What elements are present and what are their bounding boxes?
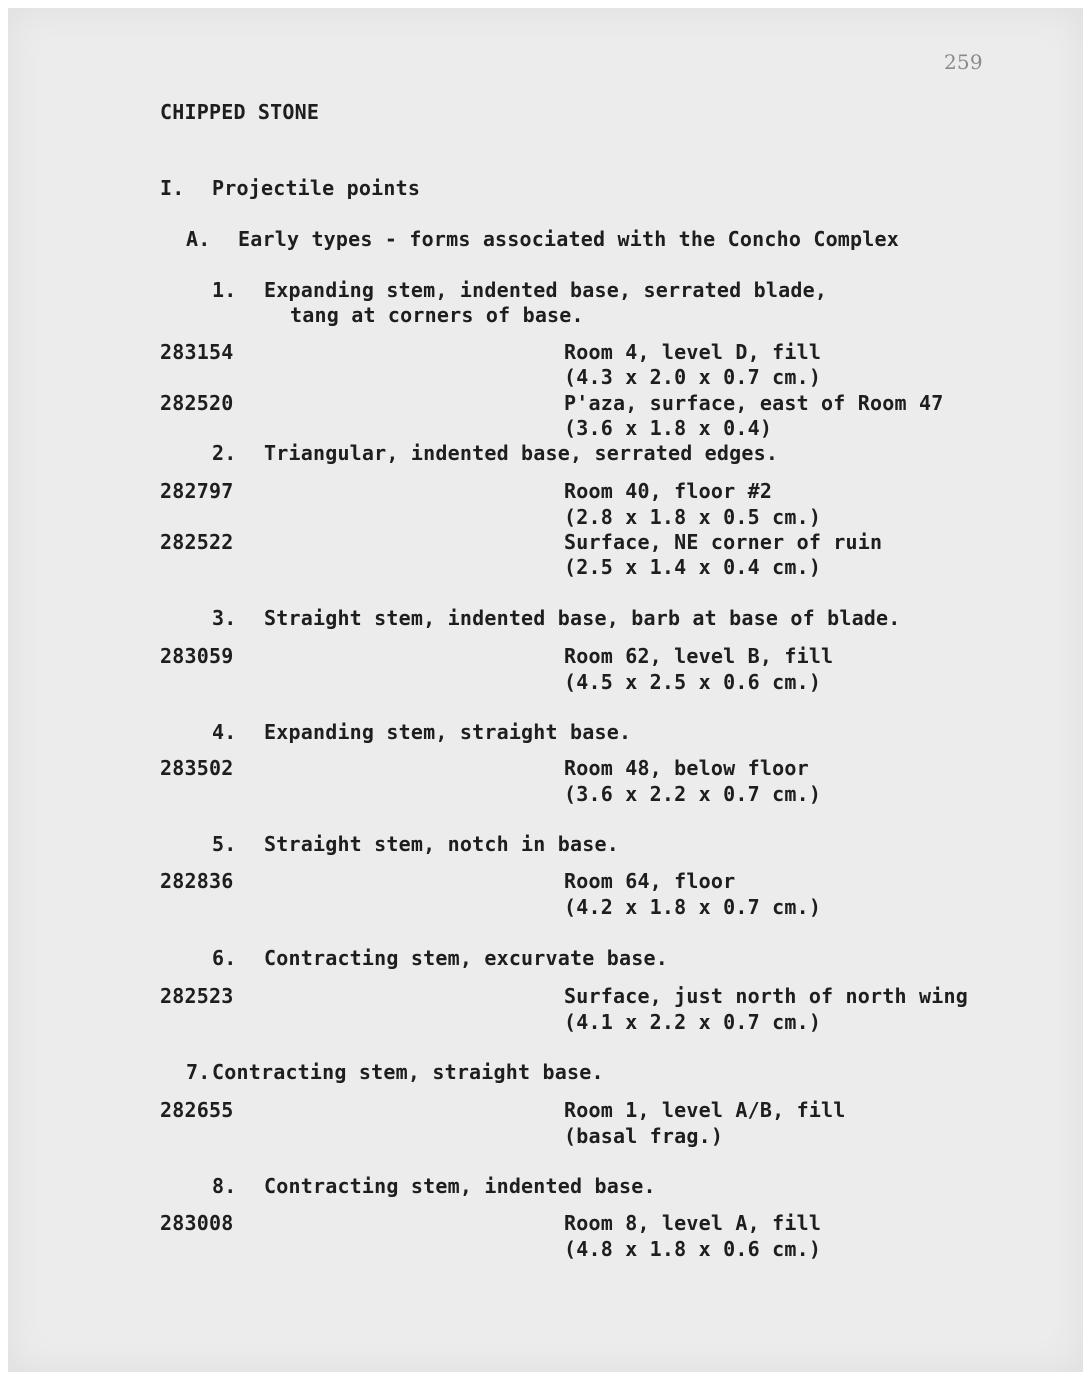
catalog-number: 283008: [160, 1211, 234, 1235]
provenience: Room 4, level D, fill: [564, 340, 822, 364]
type-label: 4.: [212, 720, 237, 744]
type-label: 5.: [212, 832, 237, 856]
provenience: Room 1, level A/B, fill: [564, 1098, 846, 1122]
type-description-continued: tang at corners of base.: [290, 303, 584, 327]
subsection-title: Early types - forms associated with the Concho Complex: [238, 227, 900, 251]
type-label: 3.: [212, 606, 237, 630]
dimensions: (2.8 x 1.8 x 0.5 cm.): [564, 505, 822, 529]
type-label: 8.: [212, 1174, 237, 1198]
catalog-number: 282836: [160, 869, 234, 893]
catalog-number: 282523: [160, 984, 234, 1008]
catalog-number: 283059: [160, 644, 234, 668]
provenience: Surface, just north of north wing: [564, 984, 968, 1008]
provenience: Room 64, floor: [564, 869, 736, 893]
type-label: 7.: [186, 1060, 211, 1084]
dimensions: (basal frag.): [564, 1124, 724, 1148]
section-title: Projectile points: [212, 176, 421, 200]
dimensions: (3.6 x 2.2 x 0.7 cm.): [564, 782, 822, 806]
catalog-number: 282522: [160, 530, 234, 554]
type-description: Expanding stem, straight base.: [264, 720, 632, 744]
dimensions: (3.6 x 1.8 x 0.4): [564, 416, 773, 440]
dimensions: (4.2 x 1.8 x 0.7 cm.): [564, 895, 822, 919]
type-description: Contracting stem, straight base.: [212, 1060, 604, 1084]
dimensions: (2.5 x 1.4 x 0.4 cm.): [564, 555, 822, 579]
provenience: Room 40, floor #2: [564, 479, 773, 503]
dimensions: (4.8 x 1.8 x 0.6 cm.): [564, 1237, 822, 1261]
provenience: Room 62, level B, fill: [564, 644, 834, 668]
section-label: I.: [160, 176, 185, 200]
provenience: Surface, NE corner of ruin: [564, 530, 883, 554]
type-description: Contracting stem, indented base.: [264, 1174, 656, 1198]
type-description: Expanding stem, indented base, serrated blade,: [264, 278, 828, 302]
dimensions: (4.3 x 2.0 x 0.7 cm.): [564, 365, 822, 389]
type-description: Straight stem, indented base, barb at base of blade.: [264, 606, 901, 630]
page-heading: CHIPPED STONE: [160, 100, 320, 124]
catalog-number: 282520: [160, 391, 234, 415]
catalog-number: 283502: [160, 756, 234, 780]
type-description: Straight stem, notch in base.: [264, 832, 619, 856]
provenience: Room 48, below floor: [564, 756, 809, 780]
dimensions: (4.1 x 2.2 x 0.7 cm.): [564, 1010, 822, 1034]
type-label: 6.: [212, 946, 237, 970]
provenience: Room 8, level A, fill: [564, 1211, 822, 1235]
type-label: 2.: [212, 441, 237, 465]
page-number: 259: [944, 50, 983, 74]
provenience: P'aza, surface, east of Room 47: [564, 391, 944, 415]
type-description: Triangular, indented base, serrated edges.: [264, 441, 779, 465]
catalog-number: 282797: [160, 479, 234, 503]
subsection-label: A.: [186, 227, 211, 251]
type-description: Contracting stem, excurvate base.: [264, 946, 668, 970]
type-label: 1.: [212, 278, 237, 302]
catalog-number: 282655: [160, 1098, 234, 1122]
catalog-number: 283154: [160, 340, 234, 364]
dimensions: (4.5 x 2.5 x 0.6 cm.): [564, 670, 822, 694]
